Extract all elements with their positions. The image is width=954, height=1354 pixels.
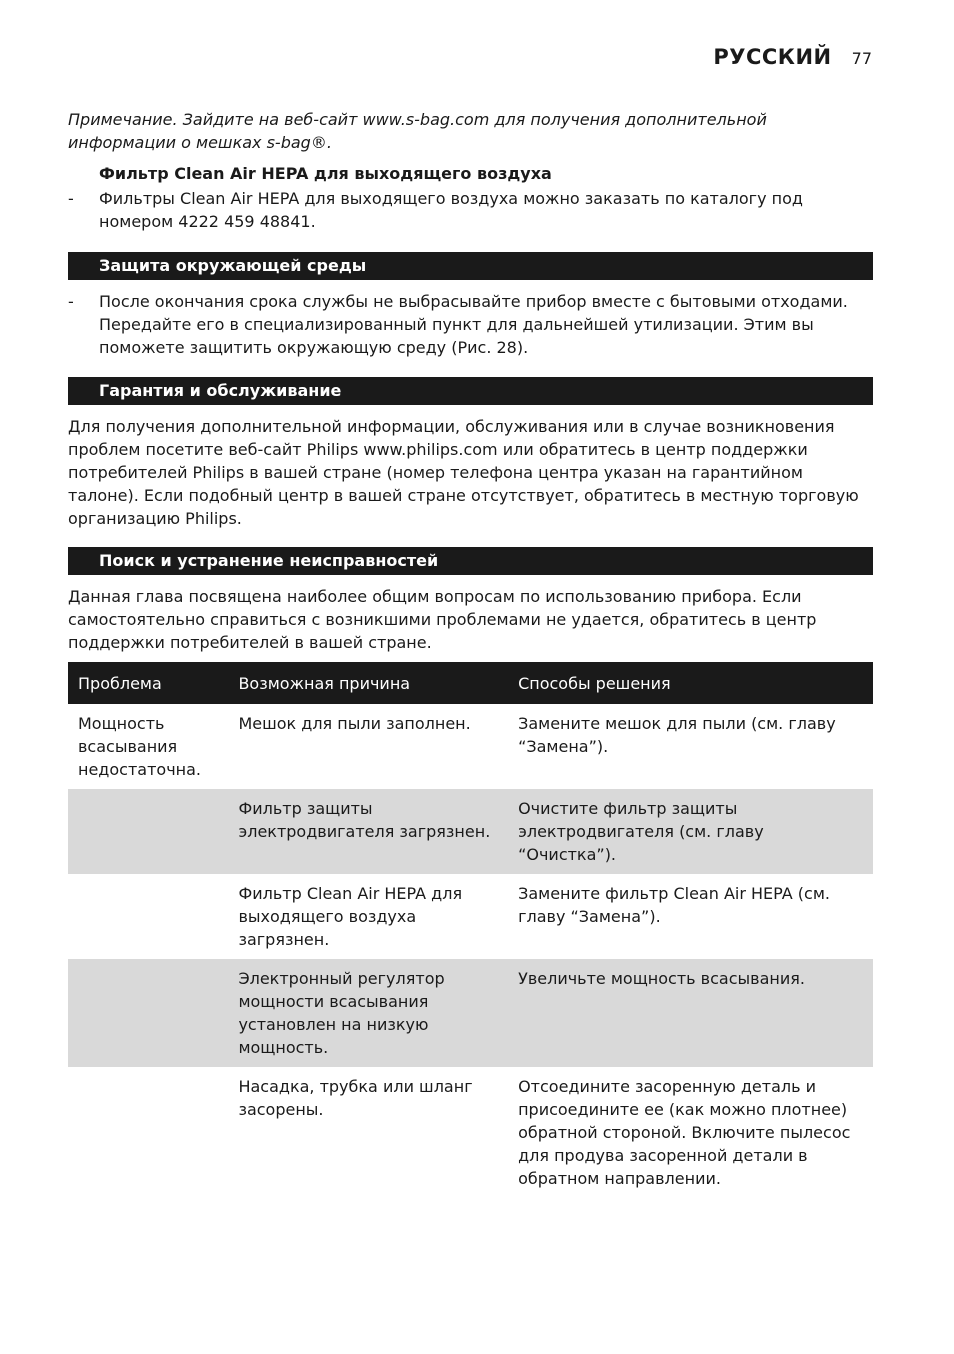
cell-problem: [68, 789, 228, 874]
page-header: [713, 45, 872, 69]
cell-solution: Увеличьте мощность всасывания.: [508, 959, 873, 1067]
table-row: [68, 789, 873, 874]
table-row: [68, 704, 873, 789]
hepa-filter-heading: Фильтр Clean Air HEPA для выходящего воздуха: [99, 164, 552, 183]
section-title-environment: Защита окружающей среды: [99, 256, 367, 275]
column-header-cause: Возможная причина: [228, 662, 508, 704]
cell-solution: Отсоедините засоренную деталь и присоедините ее (как можно плотнее) обратной стороной. Включите пылесос для продува засоренной детали в обратном направлении.: [518, 1077, 851, 1188]
cell-cause: Фильтр защиты электродвигателя загрязнен.: [228, 789, 508, 874]
cell-cause: Фильтр Clean Air HEPA для выходящего воздуха загрязнен.: [238, 884, 463, 949]
hepa-filter-bullet: [68, 187, 873, 233]
cell-problem: [68, 959, 228, 1067]
environment-text: После окончания срока службы не выбрасывайте прибор вместе с бытовыми отходами. Передайте его в специализированный пункт для дальнейшей утилизации. Этим вы поможете защитить окружающую среду (Рис. 28).: [99, 292, 848, 357]
table-row: [68, 1067, 873, 1198]
cell-problem: [68, 874, 228, 959]
column-header-problem: Проблема: [68, 662, 228, 704]
language-label: РУССКИЙ: [713, 45, 832, 69]
bullet-dash: -: [68, 189, 74, 208]
note-text: Примечание. Зайдите на веб-сайт www.s-bag.com для получения дополнительной информации о мешках s-bag®.: [68, 110, 767, 152]
page-number: 77: [851, 49, 872, 68]
bullet-dash: -: [68, 292, 74, 311]
table-row: [68, 874, 873, 959]
section-bar-guarantee: [68, 377, 873, 405]
cell-solution: Очистите фильтр защиты электродвигателя (см. главу “Очистка”).: [508, 789, 873, 874]
section-bar-troubleshooting: [68, 547, 873, 575]
troubleshooting-intro: Данная глава посвящена наиболее общим вопросам по использованию прибора. Если самостоятельно справиться с возникшими проблемами не удается, обратитесь в центр поддержки потребителей в вашей стране.: [68, 587, 817, 652]
troubleshooting-table: [68, 662, 873, 1198]
cell-problem: Мощность всасывания недостаточна.: [78, 714, 201, 779]
table-row: [68, 959, 873, 1067]
column-header-solution: Способы решения: [508, 662, 873, 704]
cell-cause: Насадка, трубка или шланг засорены.: [238, 1077, 473, 1119]
hepa-filter-text: Фильтры Clean Air HEPA для выходящего воздуха можно заказать по каталогу под номером 4222 459 48841.: [99, 189, 803, 231]
section-title-guarantee: Гарантия и обслуживание: [99, 381, 342, 400]
section-title-troubleshooting: Поиск и устранение неисправностей: [99, 551, 439, 570]
cell-cause: Электронный регулятор мощности всасывания установлен на низкую мощность.: [228, 959, 508, 1067]
guarantee-text: Для получения дополнительной информации, обслуживания или в случае возникновения проблем посетите веб-сайт Philips www.philips.com или обратитесь в центр поддержки потребителей Philips в вашей стране (номер телефона центра указан на гарантийном талоне). Если подобный центр в вашей стране отсутствует, обратитесь в местную торговую организацию Philips.: [68, 417, 859, 528]
cell-problem: [68, 1067, 228, 1198]
section-bar-environment: [68, 252, 873, 280]
table-header-row: [68, 662, 873, 704]
cell-solution: Замените мешок для пыли (см. главу “Замена”).: [518, 714, 836, 756]
cell-cause: Мешок для пыли заполнен.: [238, 714, 471, 733]
cell-solution: Замените фильтр Clean Air HEPA (см. главу “Замена”).: [518, 884, 830, 926]
environment-bullet: [68, 290, 873, 359]
